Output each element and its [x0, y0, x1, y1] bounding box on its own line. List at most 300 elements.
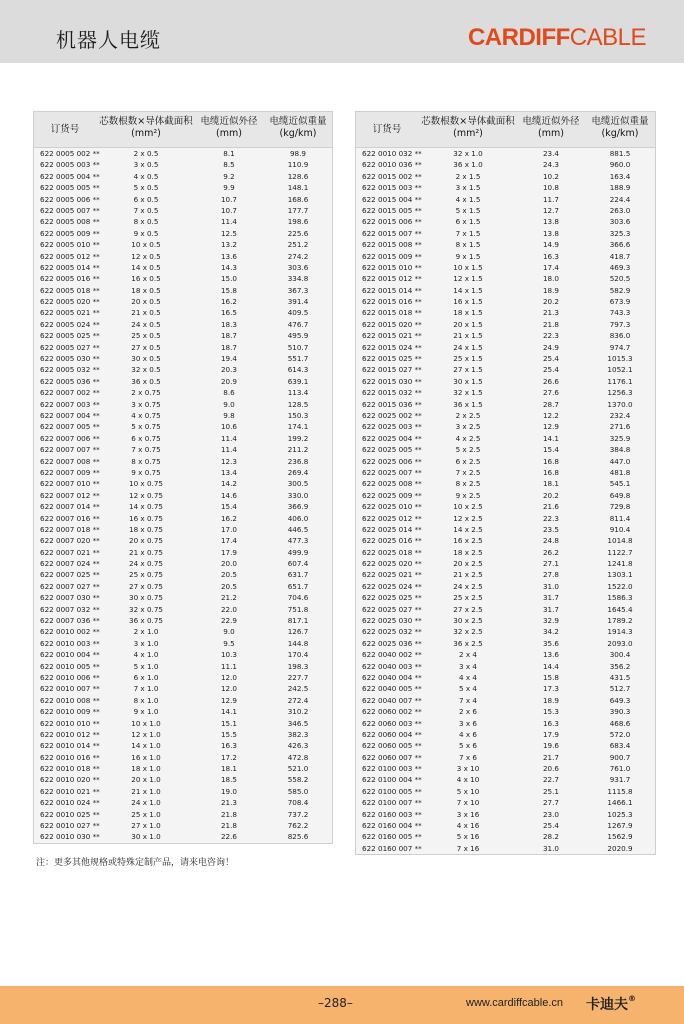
- cell-cores: 5 x 4: [459, 684, 477, 694]
- cell-weight: 468.6: [609, 718, 631, 728]
- table-row: [356, 421, 655, 432]
- cell-weight: 1115.8: [607, 786, 633, 796]
- cell-od: 10.8: [542, 183, 559, 193]
- cell-code: 622 0040 004 **: [362, 672, 422, 682]
- table-row: [34, 535, 332, 546]
- cell-od: 12.0: [220, 684, 237, 694]
- table-row: [356, 353, 655, 364]
- cell-code: 622 0015 030 **: [362, 376, 422, 386]
- cell-od: 28.2: [542, 832, 559, 842]
- table-row: [356, 752, 655, 763]
- cell-od: 25.1: [542, 786, 559, 796]
- cell-weight: 639.1: [287, 376, 309, 386]
- cell-od: 9.0: [223, 399, 235, 409]
- cell-code: 622 0015 024 **: [362, 342, 422, 352]
- cell-code: 622 0007 021 **: [40, 547, 100, 557]
- cell-code: 622 0060 004 **: [362, 729, 422, 739]
- cell-od: 26.6: [542, 376, 559, 386]
- cell-weight: 477.3: [287, 536, 309, 546]
- cell-od: 18.1: [220, 764, 237, 774]
- cell-cores: 14 x 2.5: [453, 524, 483, 534]
- table-header: [356, 112, 655, 148]
- cell-cores: 20 x 0.5: [131, 297, 161, 307]
- cell-cores: 10 x 1.5: [453, 262, 483, 272]
- cell-weight: 409.5: [287, 308, 309, 318]
- cell-od: 17.2: [220, 752, 237, 762]
- cell-weight: 406.0: [287, 513, 309, 523]
- cell-od: 17.0: [220, 524, 237, 534]
- cell-cores: 6 x 0.75: [131, 433, 161, 443]
- table-row: [34, 273, 332, 284]
- col-header-weight-unit: (kg/km): [279, 128, 317, 139]
- cell-cores: 8 x 2.5: [455, 479, 481, 489]
- table-row: [356, 444, 655, 455]
- cell-code: 622 0010 012 **: [40, 729, 100, 739]
- cell-cores: 4 x 10: [456, 775, 480, 785]
- cell-od: 19.6: [542, 741, 559, 751]
- table-row: [34, 797, 332, 808]
- cell-cores: 12 x 1.5: [453, 274, 483, 284]
- table-row: [356, 399, 655, 410]
- cell-code: 622 0025 027 **: [362, 604, 422, 614]
- cell-cores: 30 x 1.0: [131, 832, 161, 842]
- cell-cores: 5 x 6: [459, 741, 477, 751]
- cell-cores: 36 x 0.5: [131, 376, 161, 386]
- table-row: [356, 251, 655, 262]
- cell-od: 12.2: [542, 410, 559, 420]
- cell-code: 622 0005 010 **: [40, 240, 100, 250]
- table-row: [356, 513, 655, 524]
- cell-code: 622 0015 006 **: [362, 217, 422, 227]
- cell-cores: 9 x 2.5: [455, 490, 481, 500]
- cell-cores: 8 x 0.5: [133, 217, 159, 227]
- footnote: 注：更多其他规格或特殊定制产品，请来电咨询！: [36, 858, 235, 868]
- cell-od: 14.1: [542, 433, 559, 443]
- cell-cores: 21 x 0.75: [129, 547, 163, 557]
- cell-code: 622 0010 030 **: [40, 832, 100, 842]
- col-header-weight-line1: 电缆近似重量: [269, 116, 327, 127]
- cell-weight: 551.7: [287, 354, 309, 364]
- cell-code: 622 0060 003 **: [362, 718, 422, 728]
- cell-code: 622 0007 027 **: [40, 581, 100, 591]
- cell-weight: 366.6: [609, 240, 631, 250]
- cell-weight: 1025.3: [607, 809, 633, 819]
- cell-code: 622 0005 025 **: [40, 331, 100, 341]
- cell-code: 622 0007 008 **: [40, 456, 100, 466]
- cell-code: 622 0007 020 **: [40, 536, 100, 546]
- table-row: [34, 421, 332, 432]
- cell-code: 622 0007 030 **: [40, 593, 100, 603]
- cell-code: 622 0015 021 **: [362, 331, 422, 341]
- cell-od: 18.0: [542, 274, 559, 284]
- cell-od: 13.6: [220, 251, 237, 261]
- cell-cores: 24 x 1.5: [453, 342, 483, 352]
- cell-od: 14.4: [542, 661, 559, 671]
- cell-weight: 729.8: [609, 502, 631, 512]
- cell-weight: 330.0: [287, 490, 309, 500]
- cell-code: 622 0007 003 **: [40, 399, 100, 409]
- cell-od: 13.2: [220, 240, 237, 250]
- cell-cores: 5 x 10: [456, 786, 480, 796]
- cell-od: 16.3: [542, 251, 559, 261]
- cell-cores: 20 x 1.0: [131, 775, 161, 785]
- cell-code: 622 0025 010 **: [362, 502, 422, 512]
- cell-od: 16.2: [220, 513, 237, 523]
- table-row: [356, 216, 655, 227]
- table-row: [356, 763, 655, 774]
- cell-od: 16.2: [220, 297, 237, 307]
- cell-code: 622 0005 036 **: [40, 376, 100, 386]
- table-row: [356, 831, 655, 842]
- cell-od: 16.8: [542, 456, 559, 466]
- cell-od: 8.6: [223, 388, 235, 398]
- table-row: [34, 216, 332, 227]
- cell-code: 622 0015 027 **: [362, 365, 422, 375]
- cell-od: 25.4: [542, 365, 559, 375]
- cell-cores: 9 x 1.0: [133, 707, 159, 717]
- cell-code: 622 0010 008 **: [40, 695, 100, 705]
- cell-code: 622 0010 016 **: [40, 752, 100, 762]
- cell-cores: 27 x 1.5: [453, 365, 483, 375]
- cell-weight: 572.0: [609, 729, 631, 739]
- col-header-weight-unit: (kg/km): [601, 128, 639, 139]
- cell-od: 23.5: [542, 524, 559, 534]
- cell-cores: 4 x 1.5: [455, 194, 481, 204]
- cell-cores: 18 x 0.75: [129, 524, 163, 534]
- cell-od: 22.0: [220, 604, 237, 614]
- cell-od: 18.3: [220, 319, 237, 329]
- cell-weight: 144.8: [287, 638, 309, 648]
- cell-cores: 20 x 0.75: [129, 536, 163, 546]
- cell-cores: 8 x 1.5: [455, 240, 481, 250]
- cell-code: 622 0010 024 **: [40, 798, 100, 808]
- table-row: [34, 399, 332, 410]
- cell-od: 21.8: [220, 821, 237, 831]
- table-row: [356, 148, 655, 159]
- cell-code: 622 0007 018 **: [40, 524, 100, 534]
- cell-cores: 7 x 6: [459, 752, 477, 762]
- cell-od: 21.3: [542, 308, 559, 318]
- page-title: 机器人电缆: [56, 28, 161, 52]
- cell-code: 622 0060 005 **: [362, 741, 422, 751]
- cell-cores: 7 x 0.75: [131, 445, 161, 455]
- cell-code: 622 0025 002 **: [362, 410, 422, 420]
- cell-od: 11.4: [220, 217, 237, 227]
- cell-weight: 148.1: [287, 183, 309, 193]
- cell-od: 12.9: [542, 422, 559, 432]
- cell-code: 622 0025 032 **: [362, 627, 422, 637]
- cell-cores: 12 x 0.75: [129, 490, 163, 500]
- cell-weight: 649.3: [609, 695, 631, 705]
- cell-od: 15.3: [542, 707, 559, 717]
- cell-cores: 2 x 4: [459, 650, 477, 660]
- cell-weight: 1176.1: [607, 376, 633, 386]
- cell-weight: 113.4: [287, 388, 309, 398]
- cell-cores: 2 x 0.5: [133, 149, 159, 158]
- table-row: [356, 456, 655, 467]
- cell-weight: 418.7: [609, 251, 631, 261]
- cell-cores: 10 x 0.5: [131, 240, 161, 250]
- cell-weight: 303.6: [609, 217, 631, 227]
- cell-weight: 631.7: [287, 570, 309, 580]
- col-header-weight: [262, 116, 334, 140]
- table-row: [356, 809, 655, 820]
- table-row: [34, 763, 332, 774]
- cell-code: 622 0005 018 **: [40, 285, 100, 295]
- cell-cores: 10 x 0.75: [129, 479, 163, 489]
- table-row: [356, 285, 655, 296]
- cell-cores: 5 x 2.5: [455, 445, 481, 455]
- table-row: [34, 718, 332, 729]
- table-row: [356, 228, 655, 239]
- cell-od: 20.6: [542, 764, 559, 774]
- cell-cores: 32 x 1.0: [453, 149, 483, 158]
- table-row: [356, 171, 655, 182]
- table-header: [34, 112, 332, 148]
- cell-cores: 7 x 1.5: [455, 228, 481, 238]
- page-header: [0, 0, 684, 63]
- cell-weight: 1789.2: [607, 616, 633, 626]
- cardiff-cable-logo: [468, 24, 646, 52]
- website-link[interactable]: www.cardiffcable.cn: [466, 997, 564, 1009]
- cell-od: 21.8: [542, 319, 559, 329]
- cell-weight: 110.9: [287, 160, 309, 170]
- cell-od: 15.4: [220, 502, 237, 512]
- cell-weight: 558.2: [287, 775, 309, 785]
- cell-weight: 224.4: [609, 194, 631, 204]
- cell-od: 18.7: [220, 331, 237, 341]
- table-row: [356, 558, 655, 569]
- cell-od: 12.7: [542, 205, 559, 215]
- cell-od: 22.3: [542, 331, 559, 341]
- cell-code: 622 0005 014 **: [40, 262, 100, 272]
- cell-od: 20.5: [220, 581, 237, 591]
- col-header-od-unit: (mm): [216, 128, 242, 139]
- cell-od: 25.4: [542, 821, 559, 831]
- cell-od: 11.4: [220, 445, 237, 455]
- table-row: [34, 330, 332, 341]
- cell-code: 622 0025 036 **: [362, 638, 422, 648]
- cell-code: 622 0015 025 **: [362, 354, 422, 364]
- cell-weight: 651.7: [287, 581, 309, 591]
- cell-od: 15.1: [220, 718, 237, 728]
- cell-weight: 512.7: [609, 684, 631, 694]
- table-row: [34, 661, 332, 672]
- cell-code: 622 0015 003 **: [362, 183, 422, 193]
- cell-cores: 5 x 16: [456, 832, 480, 842]
- cell-weight: 1267.9: [607, 821, 633, 831]
- cell-cores: 16 x 1.0: [131, 752, 161, 762]
- cell-weight: 225.6: [287, 228, 309, 238]
- cell-code: 622 0040 007 **: [362, 695, 422, 705]
- cell-weight: 431.5: [609, 672, 631, 682]
- cell-code: 622 0040 002 **: [362, 650, 422, 660]
- cell-od: 20.9: [220, 376, 237, 386]
- cell-cores: 25 x 1.0: [131, 809, 161, 819]
- col-header-od-line1: 电缆近似外径: [522, 116, 580, 127]
- table-row: [356, 490, 655, 501]
- cell-od: 10.7: [220, 194, 237, 204]
- table-row: [356, 159, 655, 170]
- cell-od: 25.4: [542, 354, 559, 364]
- cell-od: 22.9: [220, 616, 237, 626]
- cell-od: 24.3: [542, 160, 559, 170]
- cell-code: 622 0005 012 **: [40, 251, 100, 261]
- cell-cores: 30 x 0.75: [129, 593, 163, 603]
- cell-weight: 900.7: [609, 752, 631, 762]
- cell-cores: 24 x 2.5: [453, 581, 483, 591]
- cell-cores: 4 x 0.5: [133, 171, 159, 181]
- cell-od: 14.6: [220, 490, 237, 500]
- table-row: [356, 638, 655, 649]
- cell-cores: 5 x 0.75: [131, 422, 161, 432]
- cell-weight: 931.7: [609, 775, 631, 785]
- cell-cores: 27 x 0.75: [129, 581, 163, 591]
- table-row: [34, 809, 332, 820]
- cell-weight: 367.3: [287, 285, 309, 295]
- cell-weight: 447.0: [609, 456, 631, 466]
- cell-code: 622 0100 005 **: [362, 786, 422, 796]
- col-header-od-unit: (mm): [538, 128, 564, 139]
- cell-od: 31.0: [542, 843, 559, 853]
- table-row: [34, 592, 332, 603]
- cell-cores: 27 x 0.5: [131, 342, 161, 352]
- cell-od: 27.1: [542, 559, 559, 569]
- cell-od: 13.8: [542, 217, 559, 227]
- table-row: [356, 342, 655, 353]
- cell-weight: 1914.3: [607, 627, 633, 637]
- table-row: [34, 467, 332, 478]
- cell-code: 622 0015 016 **: [362, 297, 422, 307]
- cell-cores: 21 x 1.0: [131, 786, 161, 796]
- cell-cores: 3 x 0.5: [133, 160, 159, 170]
- table-row: [356, 672, 655, 683]
- cell-weight: 366.9: [287, 502, 309, 512]
- col-header-od: [518, 116, 584, 140]
- cell-code: 622 0015 036 **: [362, 399, 422, 409]
- cell-code: 622 0005 032 **: [40, 365, 100, 375]
- cable-table-left: [33, 111, 333, 844]
- cell-cores: 6 x 1.0: [133, 672, 159, 682]
- table-row: [34, 410, 332, 421]
- cell-od: 21.8: [220, 809, 237, 819]
- cell-weight: 1645.4: [607, 604, 633, 614]
- cell-weight: 811.4: [609, 513, 631, 523]
- cell-od: 11.7: [542, 194, 559, 204]
- cell-cores: 16 x 2.5: [453, 536, 483, 546]
- cell-weight: 836.0: [609, 331, 631, 341]
- logo-light-text: CABLE: [569, 24, 646, 51]
- table-row: [356, 649, 655, 660]
- table-row: [356, 524, 655, 535]
- cell-code: 622 0007 010 **: [40, 479, 100, 489]
- cell-cores: 30 x 0.5: [131, 354, 161, 364]
- table-row: [34, 228, 332, 239]
- table-row: [34, 774, 332, 785]
- cell-weight: 174.1: [287, 422, 309, 432]
- cell-cores: 3 x 10: [456, 764, 480, 774]
- cell-code: 622 0025 024 **: [362, 581, 422, 591]
- cell-weight: 797.3: [609, 319, 631, 329]
- table-row: [356, 547, 655, 558]
- cell-code: 622 0005 002 **: [40, 149, 100, 158]
- cell-weight: 481.8: [609, 467, 631, 477]
- cell-code: 622 0100 003 **: [362, 764, 422, 774]
- cell-code: 622 0025 003 **: [362, 422, 422, 432]
- cell-od: 14.1: [220, 707, 237, 717]
- cell-od: 26.2: [542, 547, 559, 557]
- page-footer: [0, 986, 684, 1024]
- cell-cores: 36 x 1.5: [453, 399, 483, 409]
- cell-weight: 737.2: [287, 809, 309, 819]
- cell-od: 18.5: [220, 775, 237, 785]
- cell-cores: 9 x 0.75: [131, 467, 161, 477]
- cell-cores: 3 x 4: [459, 661, 477, 671]
- cell-code: 622 0007 005 **: [40, 422, 100, 432]
- cell-cores: 16 x 0.5: [131, 274, 161, 284]
- table-row: [356, 501, 655, 512]
- cell-od: 28.7: [542, 399, 559, 409]
- cell-weight: 2093.0: [607, 638, 633, 648]
- table-row: [356, 330, 655, 341]
- cable-table-right: [355, 111, 656, 855]
- cell-od: 16.8: [542, 467, 559, 477]
- cell-code: 622 0015 009 **: [362, 251, 422, 261]
- cell-od: 16.3: [542, 718, 559, 728]
- cell-weight: 960.0: [609, 160, 631, 170]
- cell-weight: 2020.9: [607, 843, 633, 853]
- table-row: [34, 353, 332, 364]
- cell-weight: 188.9: [609, 183, 631, 193]
- cell-code: 622 0025 014 **: [362, 524, 422, 534]
- cell-code: 622 0010 004 **: [40, 650, 100, 660]
- cell-weight: 382.3: [287, 729, 309, 739]
- cell-code: 622 0010 007 **: [40, 684, 100, 694]
- cell-cores: 5 x 0.5: [133, 183, 159, 193]
- table-row: [356, 205, 655, 216]
- cell-cores: 16 x 1.5: [453, 297, 483, 307]
- cell-od: 24.8: [542, 536, 559, 546]
- cell-code: 622 0007 032 **: [40, 604, 100, 614]
- cell-od: 32.9: [542, 616, 559, 626]
- table-row: [34, 433, 332, 444]
- table-row: [34, 820, 332, 831]
- cell-weight: 614.3: [287, 365, 309, 375]
- cell-code: 622 0005 020 **: [40, 297, 100, 307]
- cell-od: 15.4: [542, 445, 559, 455]
- cell-od: 21.2: [220, 593, 237, 603]
- cell-code: 622 0010 003 **: [40, 638, 100, 648]
- col-header-cores-line1: 芯数根数×导体截面积: [421, 116, 515, 127]
- cell-cores: 3 x 1.0: [133, 638, 159, 648]
- cell-cores: 18 x 1.5: [453, 308, 483, 318]
- col-header-cores: [418, 116, 518, 140]
- cell-code: 622 0010 002 **: [40, 627, 100, 637]
- cell-cores: 5 x 1.5: [455, 205, 481, 215]
- table-row: [356, 729, 655, 740]
- table-row: [356, 410, 655, 421]
- cell-od: 16.3: [220, 741, 237, 751]
- cell-cores: 3 x 1.5: [455, 183, 481, 193]
- cell-cores: 36 x 1.0: [453, 160, 483, 170]
- cell-weight: 673.9: [609, 297, 631, 307]
- cell-cores: 7 x 2.5: [455, 467, 481, 477]
- cell-od: 10.6: [220, 422, 237, 432]
- cell-od: 20.3: [220, 365, 237, 375]
- table-row: [34, 159, 332, 170]
- cell-code: 622 0007 004 **: [40, 410, 100, 420]
- cell-weight: 1303.1: [607, 570, 633, 580]
